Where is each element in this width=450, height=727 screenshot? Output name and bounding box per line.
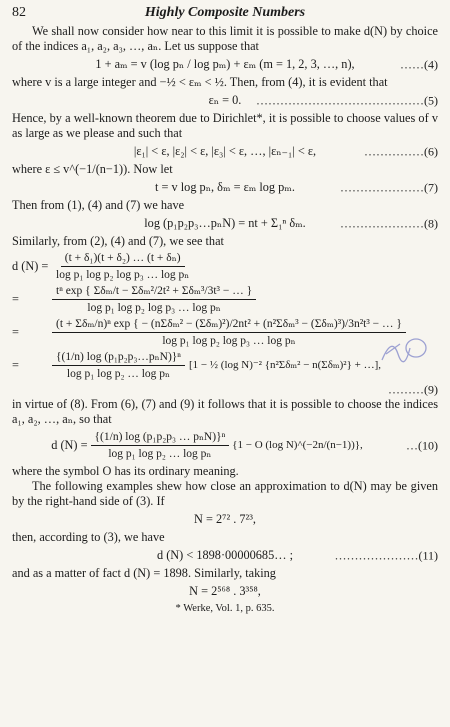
equation-10: [12, 430, 438, 461]
equation-6-body: |ε₁| < ε, |ε₂| < ε, |ε₃| < ε, …, |εₙ₋₁| < ε,: [133, 144, 317, 158]
footnote: * Werke, Vol. 1, p. 635.: [175, 603, 275, 615]
derivation-lhs: d (N) =: [12, 259, 49, 274]
fraction-denominator: log p₁ log p₂ … log pₙ: [108, 448, 212, 461]
fraction-denominator: log p₁ log p₂ log p₃ … log pₙ: [162, 335, 296, 348]
equation-9: [12, 383, 438, 397]
equation-5-number: ……………………………………(5): [256, 93, 438, 108]
equation-10-lhs: d (N) =: [51, 438, 88, 453]
paragraph-3: where ε ≤ v^(−1/(n−1)). Now let: [12, 162, 173, 176]
page-number: 82: [12, 5, 26, 20]
derivation-fraction-4: [52, 350, 185, 381]
fraction-denominator: log p₁ log p₂ log p₃ … log pₙ: [56, 269, 190, 282]
equation-4-body: 1 + aₘ = v (log pₙ / log pₘ) + εₘ (m = 1, 2, 3, …, n),: [95, 57, 355, 71]
equation-10-tail: {1 − O (log N)^(−2n/(n−1))},: [232, 438, 363, 451]
derivation-fraction-2: [52, 284, 256, 315]
paragraph-1b: where v is a large integer and −½ < εₘ < ½. Then, from (4), it is evident that: [12, 75, 388, 89]
derivation-tail: [1 − ½ (log N)⁻² {n²Σδₘ² − n(Σδₘ)²} + …],: [188, 358, 381, 371]
equation-n1-body: N = 2⁷² . 7²³,: [194, 512, 256, 527]
fraction-numerator: tⁿ exp { Σδₘ/t − Σδₘ²/2t² + Σδₘ³/3t³ − … }: [52, 284, 256, 300]
running-title: Highly Composite Numbers: [144, 5, 306, 20]
equation-n2-body: N = 2⁵⁶⁸ . 3³⁵⁸,: [189, 584, 261, 599]
equation-7-body: t = v log pₙ, δₘ = εₘ log pₘ.: [155, 180, 295, 194]
equation-4-number: ……(4): [400, 57, 438, 72]
equation-10-number: …(10): [406, 438, 438, 453]
derivation-line-4: [12, 350, 438, 381]
equals-sign: =: [12, 358, 19, 373]
fraction-numerator: (t + δ₁)(t + δ₂) … (t + δₙ): [61, 251, 185, 267]
paragraph-1a: We shall now consider how near to this limit it is possible to make d(N) by choice of the indices a₁, a₂, a₃, …, aₙ. Let us suppose that: [12, 24, 438, 53]
equals-sign: =: [12, 292, 19, 307]
equation-11-number: …………………(11): [334, 548, 438, 563]
fraction-numerator: {(1/n) log (p₁p₂p₃…pₙN)}ⁿ: [52, 350, 185, 366]
equation-9-number: ………(9): [388, 382, 438, 397]
fraction-denominator: log p₁ log p₂ … log pₙ: [66, 368, 171, 381]
paragraph-7: where the symbol O has its ordinary meaning.: [12, 464, 239, 479]
equation-6-number: ……………(6): [364, 144, 438, 159]
equation-5-body: εₙ = 0.: [208, 93, 242, 107]
equation-10-fraction: [91, 430, 230, 461]
equals-sign: =: [12, 325, 19, 340]
equation-n1: [12, 512, 438, 527]
equation-8-number: …………………(8): [340, 216, 438, 231]
fraction-numerator: {(1/n) log (p₁p₂p₃ … pₙN)}ⁿ: [91, 430, 230, 446]
equation-6: [12, 144, 438, 159]
paragraph-2: Hence, by a well-known theorem due to Dirichlet*, it is possible to choose values of v as large as we please and such that: [12, 111, 438, 140]
derivation-line-2: [12, 284, 438, 315]
paragraph-6: in virtue of (8). From (6), (7) and (9) it follows that it is possible to choose the indices a₁, a₂, …, aₙ, so that: [12, 397, 438, 427]
equation-4: [12, 57, 438, 72]
derivation-fraction-3: [52, 317, 406, 348]
library-stamp: [380, 330, 430, 370]
derivation-block: [12, 251, 438, 397]
derivation-line-1: [12, 251, 438, 282]
derivation-line-3: [12, 317, 438, 348]
paragraph-5: Similarly, from (2), (4) and (7), we see that: [12, 234, 224, 248]
derivation-fraction-1: [52, 251, 193, 282]
equation-11: [12, 548, 438, 563]
equation-8: [12, 216, 438, 231]
equation-5: [12, 93, 438, 108]
equation-7-number: …………………(7): [340, 180, 438, 195]
paragraph-10: and as a matter of fact d (N) = 1898. Similarly, taking: [12, 566, 276, 581]
page-header: [12, 4, 438, 24]
equation-7: [12, 180, 438, 195]
page: [12, 0, 438, 616]
paragraph-8: The following examples shew how close an approximation to d(N) may be given by the right-hand side of (3). If: [12, 479, 438, 509]
paragraph-9: then, according to (3), we have: [12, 530, 165, 545]
equation-n2: [12, 584, 438, 599]
equation-11-body: d (N) < 1898·00000685… ;: [156, 548, 294, 563]
equation-8-body: log (p₁p₂p₃…pₙN) = nt + Σ₁ⁿ δₘ.: [144, 216, 306, 230]
paragraph-4: Then from (1), (4) and (7) we have: [12, 198, 185, 212]
fraction-denominator: log p₁ log p₂ log p₃ … log pₙ: [87, 302, 221, 315]
fraction-numerator: (t + Σδₘ/n)ⁿ exp { − (nΣδₘ² − (Σδₘ)²)/2nt² + (n²Σδₘ³ − (Σδₘ)³)/3n²t³ − … }: [52, 317, 406, 333]
